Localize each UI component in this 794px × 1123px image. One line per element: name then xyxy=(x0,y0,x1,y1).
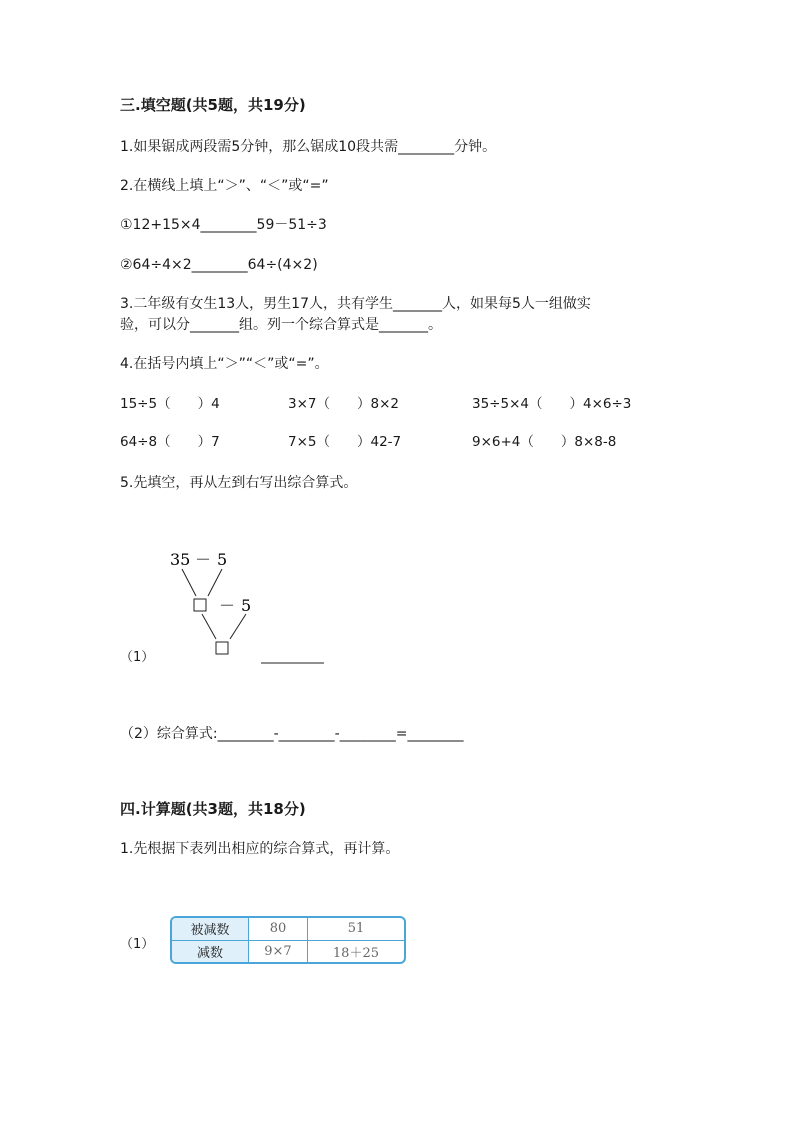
question-3-2: 2.在横线上填上“＞”、“＜”或“=” xyxy=(120,178,329,194)
question-3-2-a: ①12+15×4________59－51÷3 xyxy=(120,217,327,233)
tree-line xyxy=(208,569,222,596)
table-cell: 51 xyxy=(307,918,404,940)
table-cell: 80 xyxy=(249,918,308,940)
table-header-cell: 减数 xyxy=(172,940,249,962)
tree-line xyxy=(230,614,246,639)
question-3-4: 4.在括号内填上“＞”“＜”或“=”。 xyxy=(120,356,329,372)
section-3-title: 三.填空题(共5题，共19分) xyxy=(120,96,306,114)
tree-line xyxy=(202,614,216,639)
sub-question-label: （1） xyxy=(120,650,155,665)
question-3-3-line2: 验，可以分_______组。列一个综合算式是_______。 xyxy=(120,317,442,333)
question-3-5: 5.先填空，再从左到右写出综合算式。 xyxy=(120,475,358,491)
question-3-1: 1.如果锯成两段需5分钟，那么锯成10段共需________分钟。 xyxy=(120,139,497,155)
tree-box-result xyxy=(216,642,228,654)
question-3-5-2: （2）综合算式:________-________-________=________ xyxy=(120,726,464,742)
q4-cell: 9×6+4（ ）8×8-8 xyxy=(472,434,617,450)
subtraction-table xyxy=(170,916,406,964)
tree-mid-right-number: 5 xyxy=(241,596,252,615)
tree-mid-operator: － xyxy=(219,596,236,615)
question-4-1: 1.先根据下表列出相应的综合算式，再计算。 xyxy=(120,841,400,857)
table-cell: 9×7 xyxy=(249,940,308,962)
question-3-3-line1: 3.二年级有女生13人，男生17人，共有学生_______人，如果每5人一组做实 xyxy=(120,296,591,312)
sub-question-label: （1） xyxy=(120,937,155,952)
tree-top-operator: － xyxy=(195,550,212,569)
tree-box-intermediate xyxy=(194,599,206,611)
table-cell: 18＋25 xyxy=(307,940,404,962)
q4-cell: 64÷8（ ）7 xyxy=(120,434,220,450)
table-row xyxy=(172,940,404,962)
q4-cell: 15÷5（ ）4 xyxy=(120,396,220,412)
table-row xyxy=(172,918,404,940)
tree-line xyxy=(182,569,196,596)
section-4-title: 四.计算题(共3题，共18分) xyxy=(120,800,306,818)
tree-top-right-number: 5 xyxy=(217,550,228,569)
q4-cell: 7×5（ ）42-7 xyxy=(288,434,402,450)
q4-cell: 3×7（ ）8×2 xyxy=(288,396,399,412)
q4-cell: 35÷5×4（ ）4×6÷3 xyxy=(472,396,632,412)
question-3-2-b: ②64÷4×2________64÷(4×2) xyxy=(120,257,318,273)
table-header-cell: 被减数 xyxy=(172,918,249,940)
tree-top-left-number: 35 xyxy=(170,550,191,569)
